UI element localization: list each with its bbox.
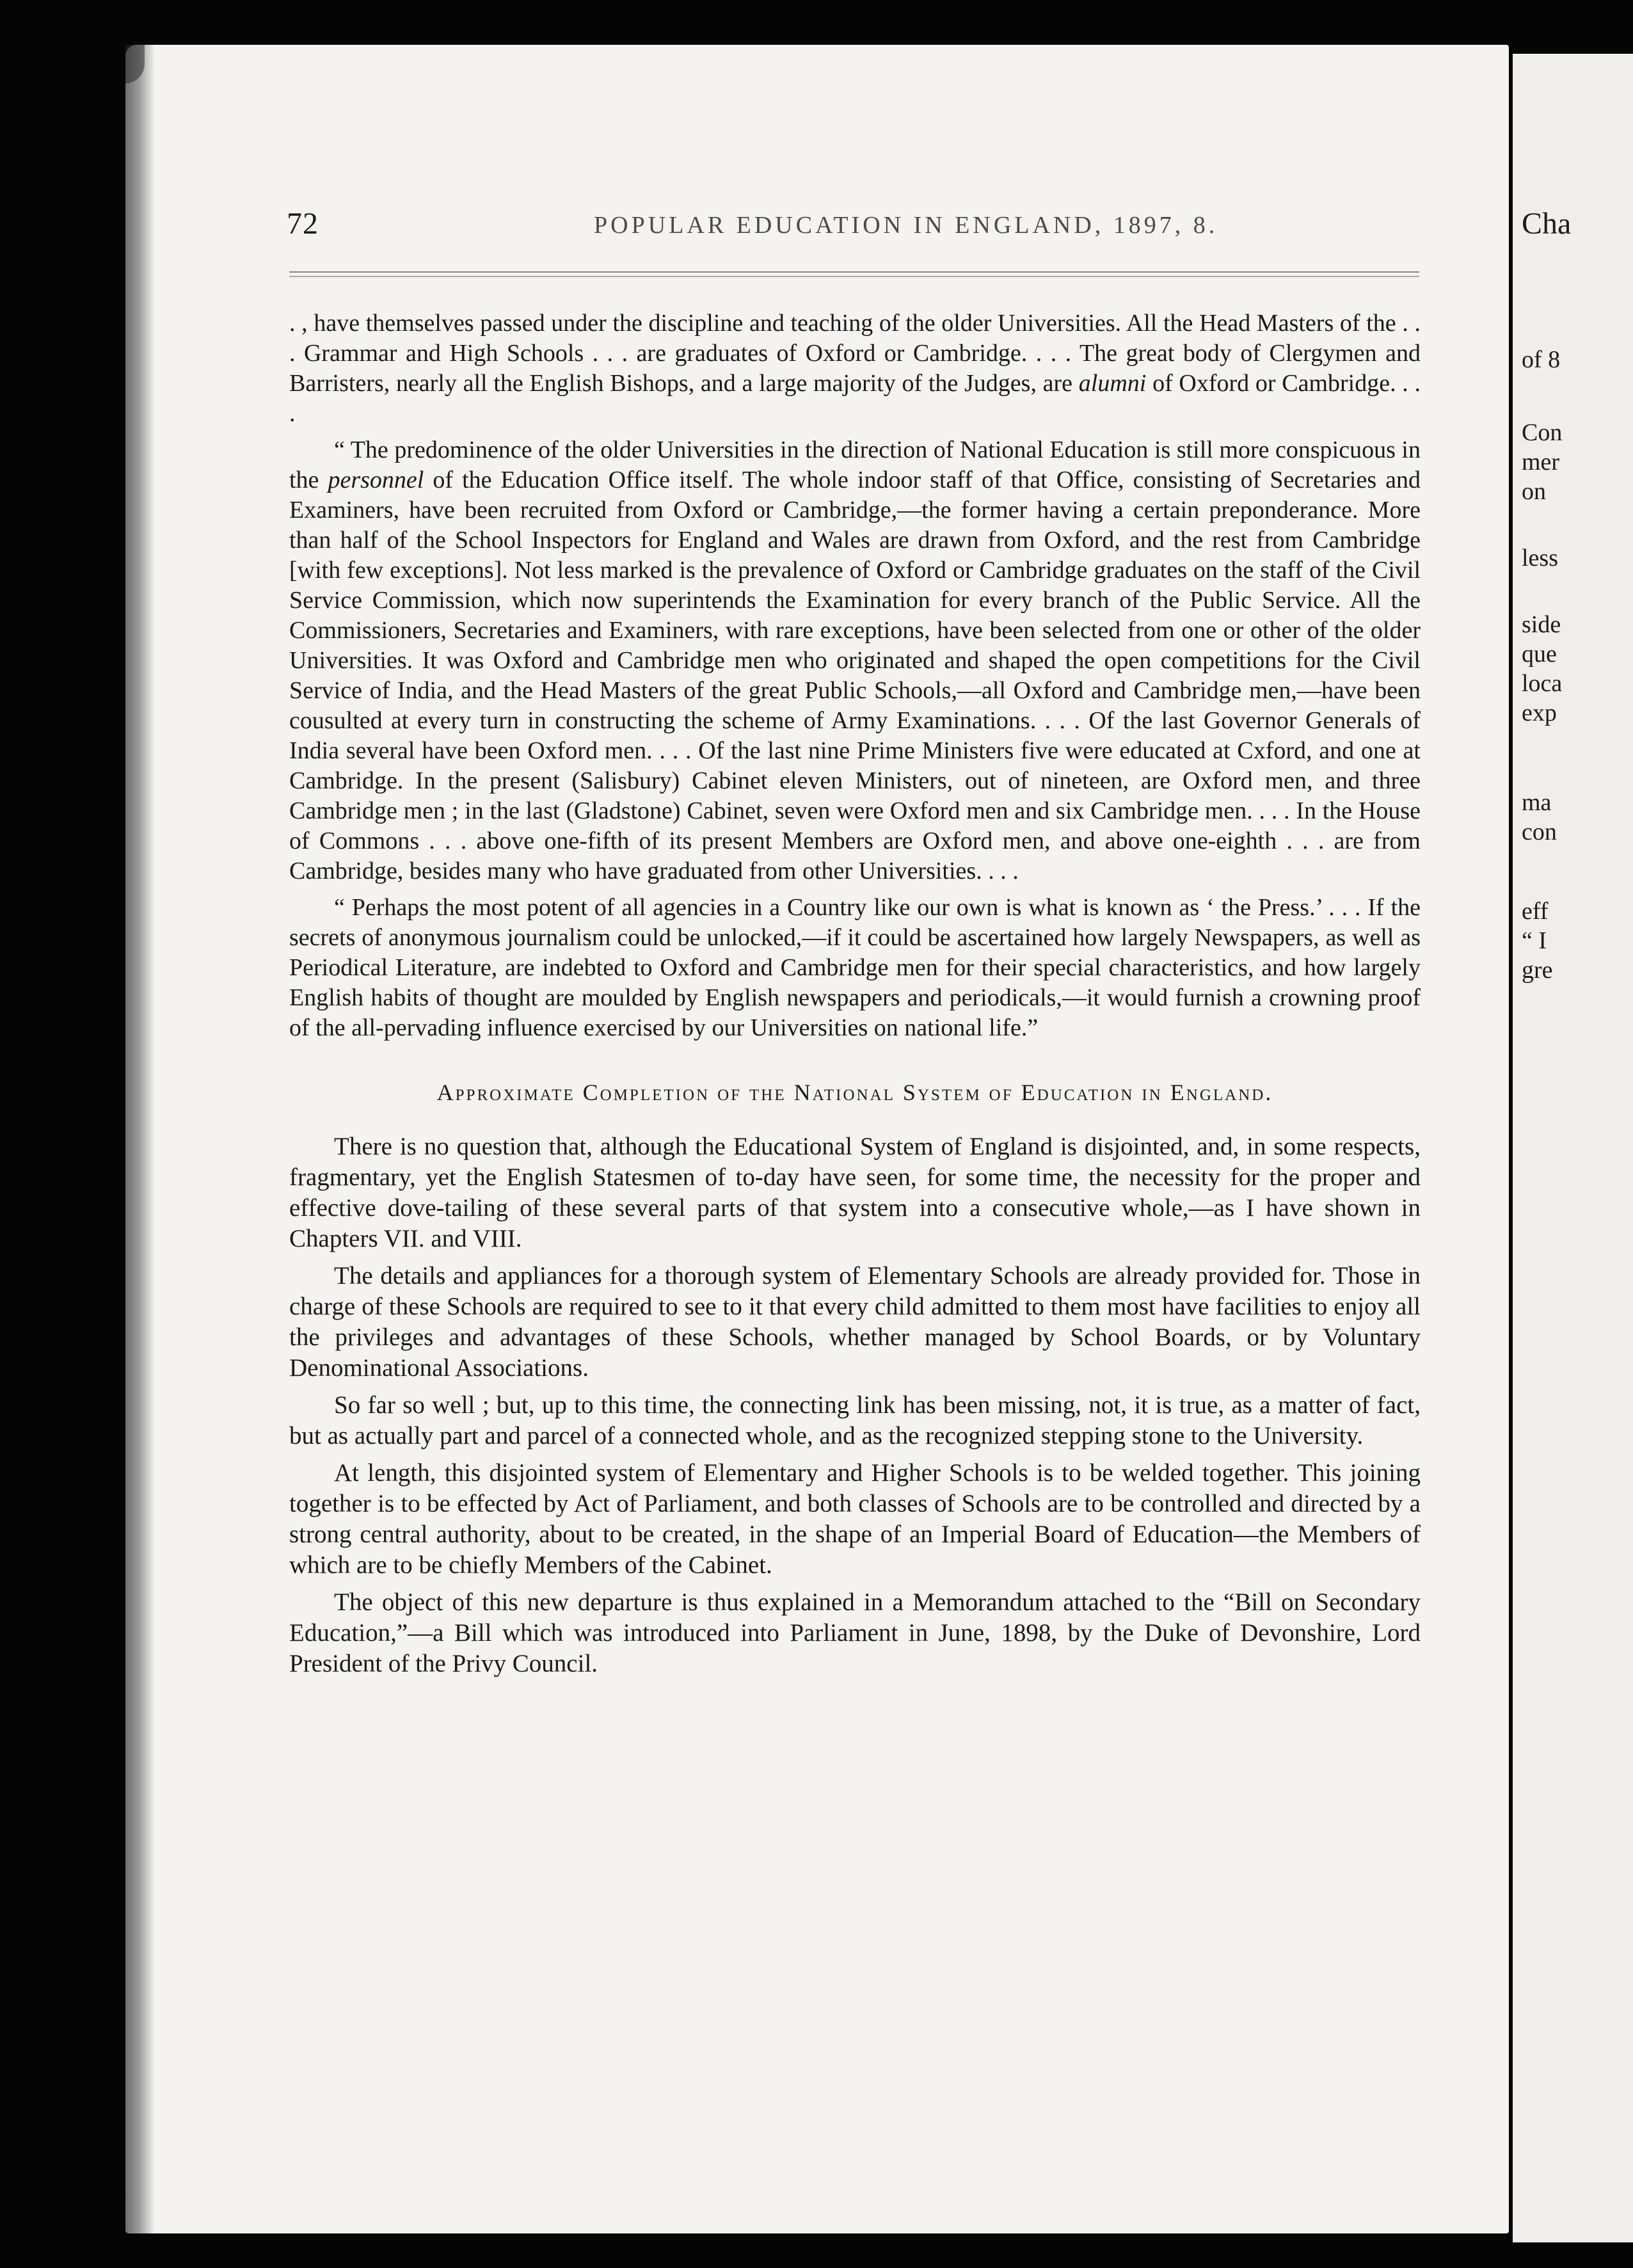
adjacent-page-header: Cha	[1522, 207, 1572, 241]
paragraph: At length, this disjointed system of Elementary and Higher Schools is to be welded together. This joining together is to be effected by Act of Parliament, and both classes of Schools are to be controlled and directed by a strong central authority, about to be created, in the shape of an Imperial Board of Education—the Members of which are to be chiefly Members of the Cabinet.	[289, 1459, 1421, 1579]
adjacent-line: con	[1522, 819, 1557, 845]
adjacent-line: exp	[1522, 699, 1557, 726]
paragraph: So far so well ; but, up to this time, the connecting link has been missing, not, it is true, as a matter of fact, but as actually part and parcel of a connected whole, and as the recognized stepping stone to the University.	[289, 1391, 1421, 1449]
paragraph-text: . , have themselves passed under the discipline and teaching of the older Universities. All the Head Masters of the . . . Grammar and High Schools . . . are graduates of Oxford or Cambridge. . . . The great body of Clergymen and Barristers, nearly all the English Bishops, and a large majority of the Judges, are	[289, 310, 1421, 397]
adjacent-line: of 8	[1522, 346, 1561, 373]
adjacent-line: on	[1522, 478, 1546, 505]
paragraph: There is no question that, although the Educational System of England is disjointed, and, in some respects, fragmentary, yet the English Statesmen of to-day have seen, for some time, the necessity for the proper and effective dove-tailing of these several parts of that system into a consecutive whole,—as I have shown in Chapters VII. and VIII.	[289, 1133, 1421, 1252]
adjacent-line: que	[1522, 641, 1557, 667]
paragraph	[289, 435, 1421, 886]
adjacent-line: gre	[1522, 957, 1553, 984]
paragraph	[289, 308, 1421, 429]
paragraph: “ Perhaps the most potent of all agencies in a Country like our own is what is known as ‘ the Press.’ . . . If the secrets of anonymous journalism could be unlocked,—if it could be ascertained how largely Newspapers, as well as Periodical Literature, are indebted to Oxford and Cambridge men for their special characteristics, and how largely English habits of thought are moulded by English newspapers and periodicals,—it would furnish a crowning proof of the all-pervading influence exercised by our Universities on national life.”	[289, 894, 1421, 1041]
page-gutter-shadow	[125, 45, 155, 2233]
adjacent-line: loca	[1522, 670, 1563, 697]
paragraph: The details and appliances for a thorough system of Elementary Schools are already provided for. Those in charge of these Schools are required to see to it that every child admitted to them most have facilities to enjoy all the privileges and advantages of these Schools, whether managed by School Boards, or by Voluntary Denominational Associations.	[289, 1262, 1421, 1382]
running-header	[287, 206, 1419, 244]
section-heading: Approximate Completion of the National System of Education in England.	[436, 1080, 1273, 1105]
adjacent-line: mer	[1522, 449, 1560, 475]
italic-word: alumni	[1078, 370, 1147, 397]
italic-word: personnel	[328, 467, 424, 493]
paragraph-text: “ The predominence of the older Universities in the direction of National Education is still more conspicuous in the	[289, 436, 1421, 493]
header-rule	[289, 271, 1419, 277]
paragraph: The object of this new departure is thus explained in a Memorandum attached to the “Bill on Secondary Education,”—a Bill which was introduced into Parliament in June, 1898, by the Duke of Devonshire, Lord President of the Privy Council.	[289, 1588, 1421, 1677]
paragraph-text: of Oxford or Cambridge. . . .	[289, 370, 1421, 427]
page-number: 72	[287, 207, 319, 241]
adjacent-page-strip	[1513, 54, 1633, 2242]
adjacent-line: side	[1522, 611, 1561, 638]
adjacent-line: Con	[1522, 419, 1563, 446]
adjacent-line: less	[1522, 545, 1558, 571]
page-body	[289, 308, 1421, 1679]
paragraph-text: of the Education Office itself. The whole indoor staff of that Office, consisting of Secretaries and Examiners, have been recruited from Oxford or Cambridge,—the former having a certain preponderance. More than half of the School Inspectors for England and Wales are drawn from Oxford, and the rest from Cambridge [with few exceptions]. Not less marked is the prevalence of Oxford or Cambridge graduates on the staff of the Civil Service Commission, which now superintends the Examination for every branch of the Public Service. All the Commissioners, Secretaries and Examiners, with rare exceptions, have been selected from one or other of the older Universities. It was Oxford and Cambridge men who originated and shaped the open competitions for the Civil Service of India, and the Head Masters of the great Public Schools,—all Oxford and Cambridge men,—have been cousulted at every turn in constructing the scheme of Army Examinations. . . . Of the last Governor Generals of India several have been Oxford men. . . . Of the last nine Prime Ministers five were educated at Cxford, and one at Cambridge. In the present (Salisbury) Cabinet eleven Ministers, out of nineteen, are Oxford men, and three Cambridge men ; in the last (Gladstone) Cabinet, seven were Oxford men and six Cambridge men. . . . In the House of Commons . . . above one-fifth of its present Members are Oxford men, and above one-eighth . . . are from Cambridge, besides many who have graduated from other Universities. . . .	[289, 467, 1421, 884]
adjacent-line: eff	[1522, 898, 1549, 925]
adjacent-line: “ I	[1522, 927, 1547, 954]
running-title: POPULAR EDUCATION IN ENGLAND, 1897, 8.	[594, 212, 1218, 239]
adjacent-line: ma	[1522, 789, 1552, 816]
